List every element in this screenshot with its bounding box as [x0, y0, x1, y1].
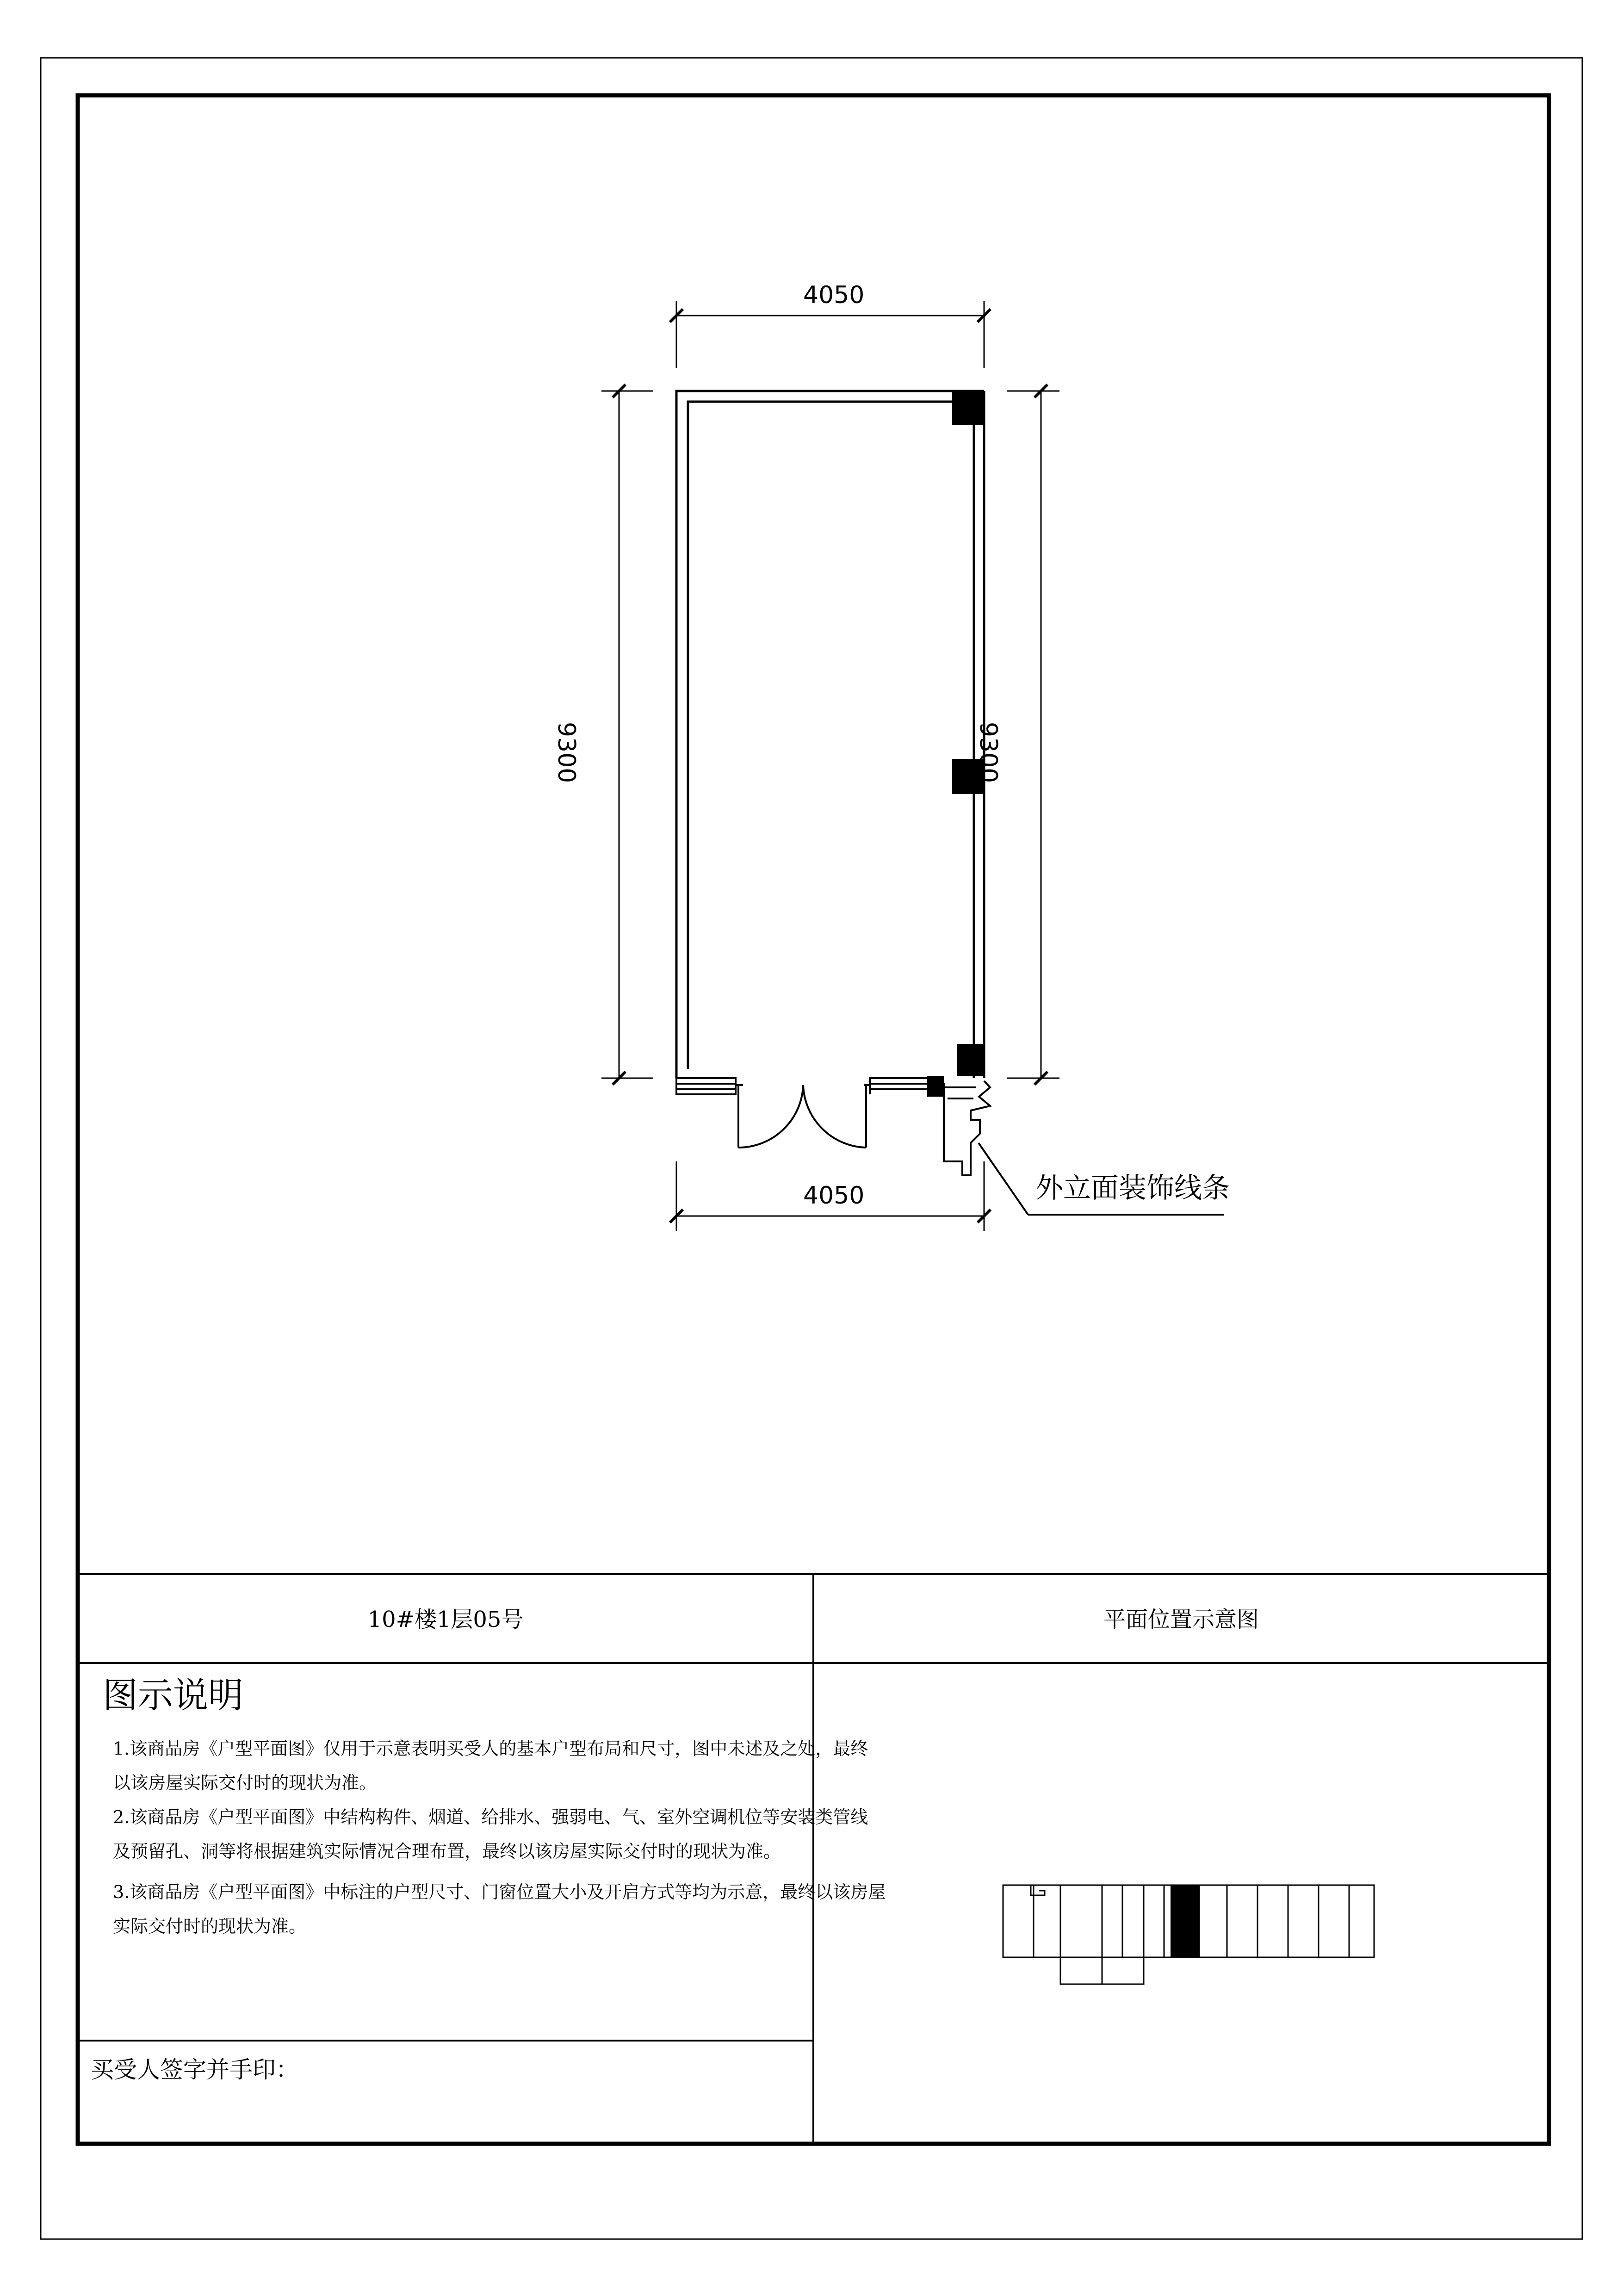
- facade-decor-line: [944, 1081, 990, 1175]
- column-top: [952, 391, 985, 425]
- dimension-left-label: 9300: [552, 722, 580, 783]
- note-line: 及预留孔、洞等将根据建筑实际情况合理布置，最终以该房屋实际交付时的现状为准。: [113, 1841, 781, 1862]
- unit-highlight: [1171, 1885, 1199, 1957]
- entrance-double-door: [738, 1085, 866, 1148]
- outer-border: [41, 58, 1582, 2239]
- note-line: 实际交付时的现状为准。: [113, 1916, 307, 1936]
- unit-label: 10#楼1层05号: [367, 1607, 524, 1632]
- dimension-top-label: 4050: [803, 281, 865, 309]
- column-corner: [927, 1076, 944, 1097]
- note-line: 以该房屋实际交付时的现状为准。: [113, 1773, 377, 1793]
- dimension-top: [670, 301, 991, 368]
- legend-title: 图示说明: [103, 1675, 243, 1716]
- dimension-right-label: 9300: [974, 722, 1002, 783]
- dimension-left: [601, 385, 653, 1085]
- dimension-bottom-label: 4050: [803, 1182, 865, 1210]
- column-bottom: [957, 1044, 985, 1076]
- note-line: 3.该商品房《户型平面图》中标注的户型尺寸、门窗位置大小及开启方式等均为示意，最终以该房屋: [113, 1882, 886, 1902]
- note-line: 2.该商品房《户型平面图》中结构构件、烟道、给排水、强弱电、气、室外空调机位等安装类管线: [113, 1807, 868, 1827]
- dimension-right: [1007, 385, 1059, 1085]
- wall-outline: [676, 391, 984, 1078]
- location-plan: [1003, 1885, 1374, 1984]
- note-line: 1.该商品房《户型平面图》仅用于示意表明买受人的基本户型布局和尺寸，图中未述及之处，最终: [113, 1738, 868, 1759]
- callout-label: 外立面装饰线条: [1035, 1172, 1230, 1204]
- floor-plan: [601, 301, 1224, 1231]
- signature-label: 买受人签字并手印：: [91, 2056, 299, 2083]
- location-title: 平面位置示意图: [1103, 1607, 1259, 1632]
